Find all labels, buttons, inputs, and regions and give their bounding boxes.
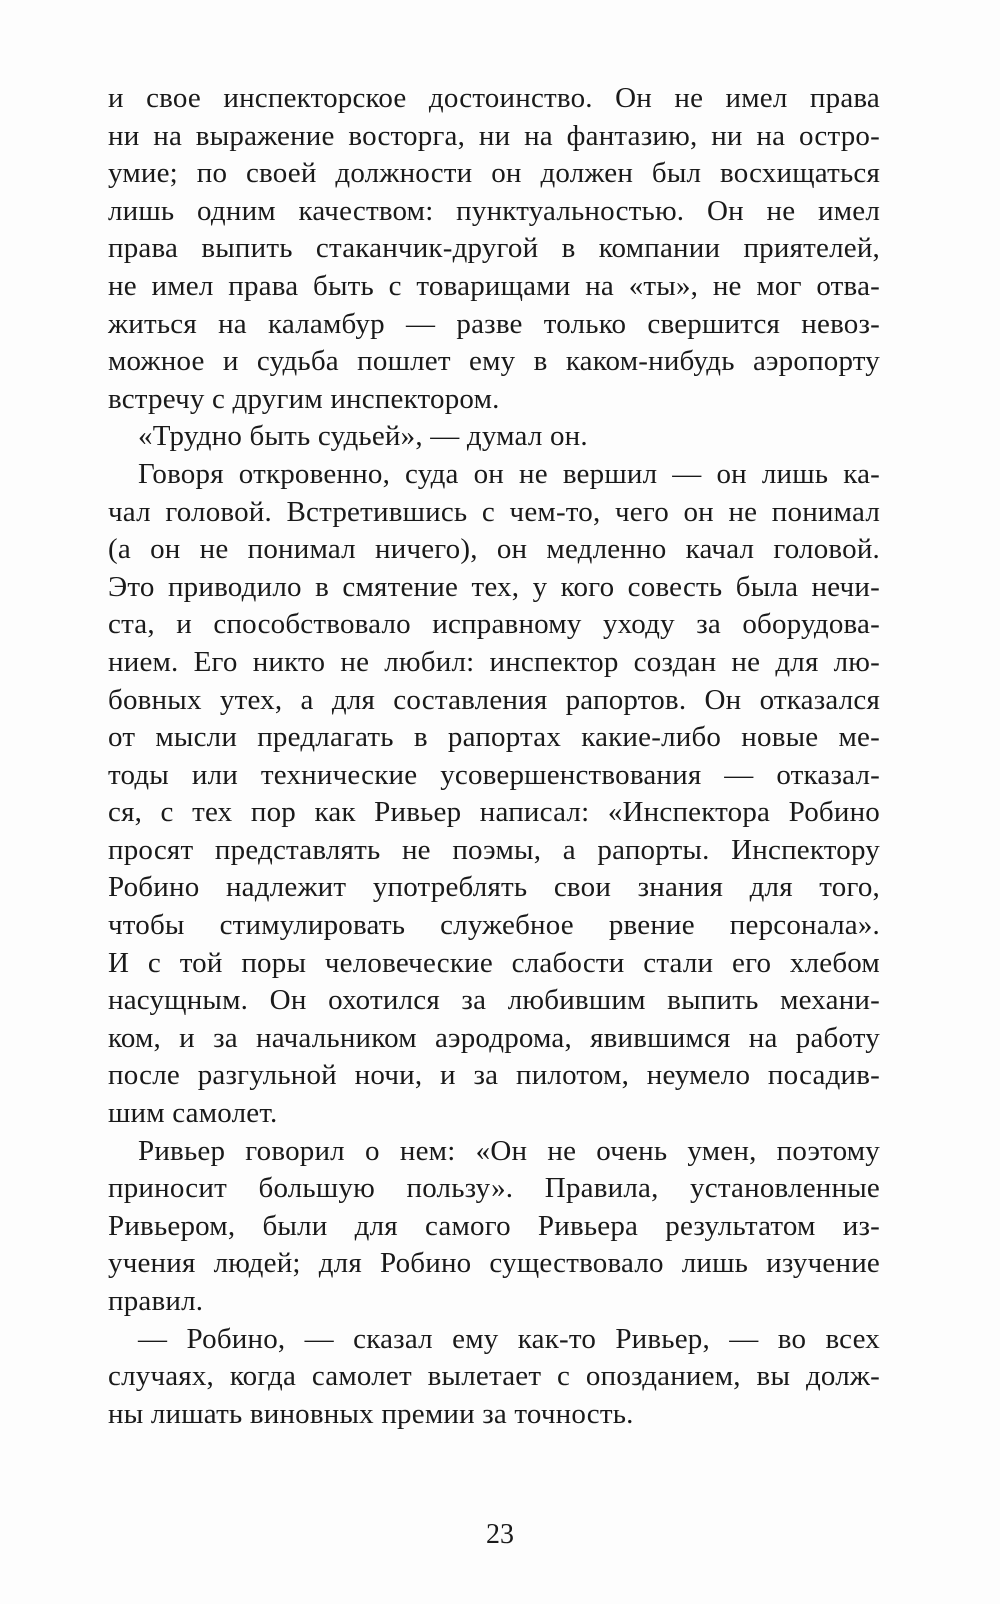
text-line: чал головой. Встретившись с чем-то, чего он не понимал <box>108 495 880 528</box>
text-line: и свое инспекторское достоинство. Он не имел права <box>108 82 880 114</box>
text-line: права выпить стаканчик-другой в компании приятелей, <box>108 232 880 265</box>
text-line: ни на выражение восторга, ни на фантазию, ни на остро- <box>108 119 880 152</box>
text-line: «Трудно быть судьей», — думал он. <box>138 420 588 453</box>
text-line: правил. <box>108 1285 204 1317</box>
text-line: Это приводило в смятение тех, у кого совесть была нечи- <box>108 570 880 603</box>
text-line: Говоря откровенно, суда он не вершил — он лишь ка- <box>138 457 880 490</box>
text-line: ны лишать виновных премии за точность. <box>108 1397 634 1430</box>
text-line: от мысли предлагать в рапортах какие-либо новые ме- <box>108 721 880 754</box>
text-line: случаях, когда самолет вылетает с опозданием, вы долж- <box>108 1360 880 1393</box>
text-line: бовных утех, а для составления рапортов. Он отказался <box>108 683 880 716</box>
text-line: можное и судьба пошлет ему в каком-нибудь аэропорту <box>108 345 880 378</box>
page-number: 23 <box>486 1519 514 1550</box>
text-line: насущным. Он охотился за любившим выпить механи- <box>108 984 880 1017</box>
text-line: не имел права быть с товарищами на «ты», не мог отва- <box>108 269 880 302</box>
text-line: просят представлять не поэмы, а рапорты. Инспектору <box>108 833 880 866</box>
text-line: тоды или технические усовершенствования — отказал- <box>108 758 880 791</box>
text-line: Ривьером, были для самого Ривьера результатом из- <box>108 1209 880 1242</box>
text-line: лишь одним качеством: пунктуальностью. Он не имел <box>108 194 880 227</box>
text-line: ста, и способствовало исправному уходу за оборудова- <box>108 608 880 641</box>
text-line: ся, с тех пор как Ривьер написал: «Инспектора Робино <box>108 796 880 829</box>
text-line: ком, и за начальником аэродрома, явившимся на работу <box>108 1021 880 1054</box>
text-line: — Робино, — сказал ему как-то Ривьер, — во всех <box>138 1322 880 1355</box>
body-text <box>108 80 880 1433</box>
text-line: встречу с другим инспектором. <box>108 382 500 415</box>
text-line: приносит большую пользу». Правила, установленные <box>108 1172 880 1205</box>
text-line: умие; по своей должности он должен был восхищаться <box>108 157 880 190</box>
text-line: учения людей; для Робино существовало лишь изучение <box>108 1247 880 1280</box>
text-line: чтобы стимулировать служебное рвение персонала». <box>108 909 880 942</box>
text-line: после разгульной ночи, и за пилотом, неумело посадив- <box>108 1059 880 1092</box>
text-line: И с той поры человеческие слабости стали его хлебом <box>108 946 880 979</box>
text-line: нием. Его никто не любил: инспектор создан не для лю- <box>108 645 880 678</box>
text-line: Ривьер говорил о нем: «Он не очень умен, поэтому <box>138 1134 880 1167</box>
text-line: Робино надлежит употреблять свои знания для того, <box>108 871 880 904</box>
text-line: (а он не понимал ничего), он медленно качал головой. <box>108 533 880 566</box>
text-line: шим самолет. <box>108 1097 278 1130</box>
text-line: житься на каламбур — разве только свершится невоз- <box>108 307 880 340</box>
